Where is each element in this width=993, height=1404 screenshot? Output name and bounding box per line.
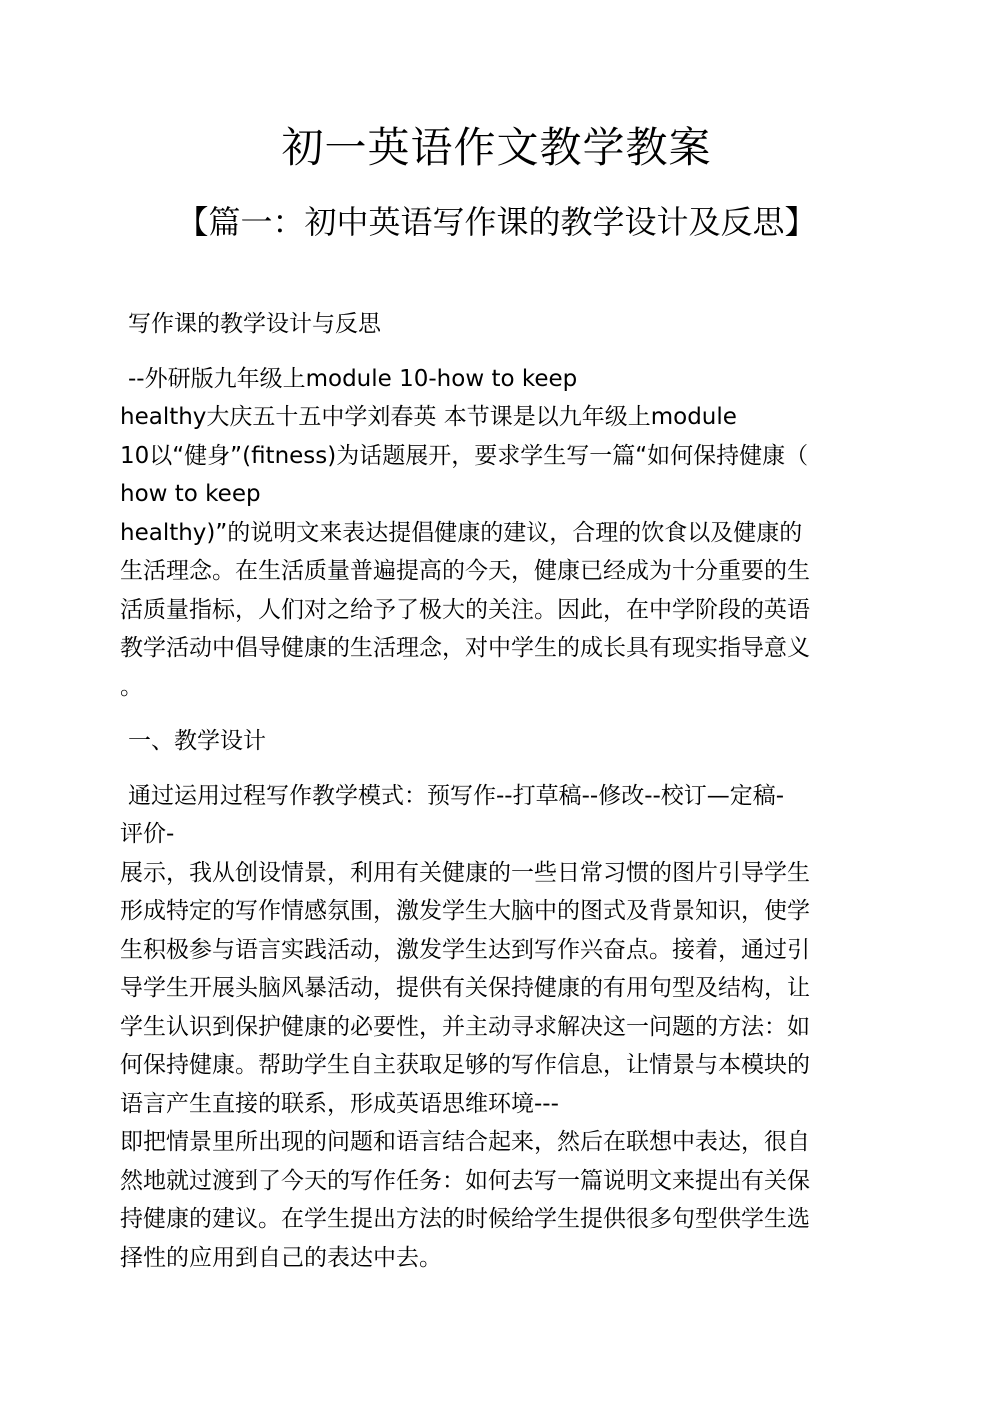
intro-line: how to keep bbox=[120, 481, 261, 507]
design-line: 持健康的建议。在学生提出方法的时候给学生提供很多句型供学生选 bbox=[120, 1206, 810, 1232]
intro-line: 教学活动中倡导健康的生活理念，对中学生的成长具有现实指导意义 bbox=[120, 635, 810, 661]
intro-line: 活质量指标，人们对之给予了极大的关注。因此，在中学阶段的英语 bbox=[120, 596, 810, 623]
design-line: 学生认识到保护健康的必要性，并主动寻求解决这一问题的方法：如 bbox=[120, 1013, 810, 1040]
intro-line: healthy大庆五十五中学刘春英 本节课是以九年级上module bbox=[120, 404, 737, 430]
design-line: 生积极参与语言实践活动，激发学生达到写作兴奋点。接着，通过引 bbox=[120, 936, 810, 963]
design-line: 即把情景里所出现的问题和语言结合起来，然后在联想中表达，很自 bbox=[120, 1129, 810, 1155]
design-line: 形成特定的写作情感氛围，激发学生大脑中的图式及背景知识，使学 bbox=[120, 898, 810, 924]
design-line: 评价- bbox=[120, 821, 175, 847]
design-line: 然地就过渡到了今天的写作任务：如何去写一篇说明文来提出有关保 bbox=[120, 1167, 810, 1194]
document-subtitle: 【篇一：初中英语写作课的教学设计及反思】 bbox=[176, 203, 817, 241]
intro-line: healthy)”的说明文来表达提倡健康的建议，合理的饮食以及健康的 bbox=[120, 519, 803, 546]
document-title: 初一英语作文教学教案 bbox=[281, 123, 712, 172]
design-line: 何保持健康。帮助学生自主获取足够的写作信息，让情景与本模块的 bbox=[120, 1052, 810, 1078]
intro-line: 10以“健身”(fitness)为话题展开，要求学生写一篇“如何保持健康（ bbox=[120, 442, 809, 469]
intro-line: 生活理念。在生活质量普遍提高的今天，健康已经成为十分重要的生 bbox=[120, 558, 810, 584]
design-line: 择性的应用到自己的表达中去。 bbox=[120, 1244, 442, 1271]
section-title-teaching-design: 一、教学设计 bbox=[128, 728, 266, 754]
design-line: 展示，我从创设情景，利用有关健康的一些日常习惯的图片引导学生 bbox=[120, 859, 810, 886]
heading-reflection: 写作课的教学设计与反思 bbox=[128, 311, 381, 337]
document-body bbox=[120, 305, 880, 1293]
intro-line: 。 bbox=[120, 673, 143, 700]
intro-line: --外研版九年级上module 10-how to keep bbox=[128, 365, 578, 392]
design-line: 导学生开展头脑风暴活动，提供有关保持健康的有用句型及结构，让 bbox=[120, 975, 810, 1001]
design-line: 语言产生直接的联系，形成英语思维环境--- bbox=[120, 1090, 559, 1117]
intro-paragraph bbox=[120, 360, 880, 707]
design-line: 通过运用过程写作教学模式：预写作--打草稿--修改--校订—定稿- bbox=[128, 782, 785, 809]
teaching-design-paragraph bbox=[120, 777, 880, 1278]
